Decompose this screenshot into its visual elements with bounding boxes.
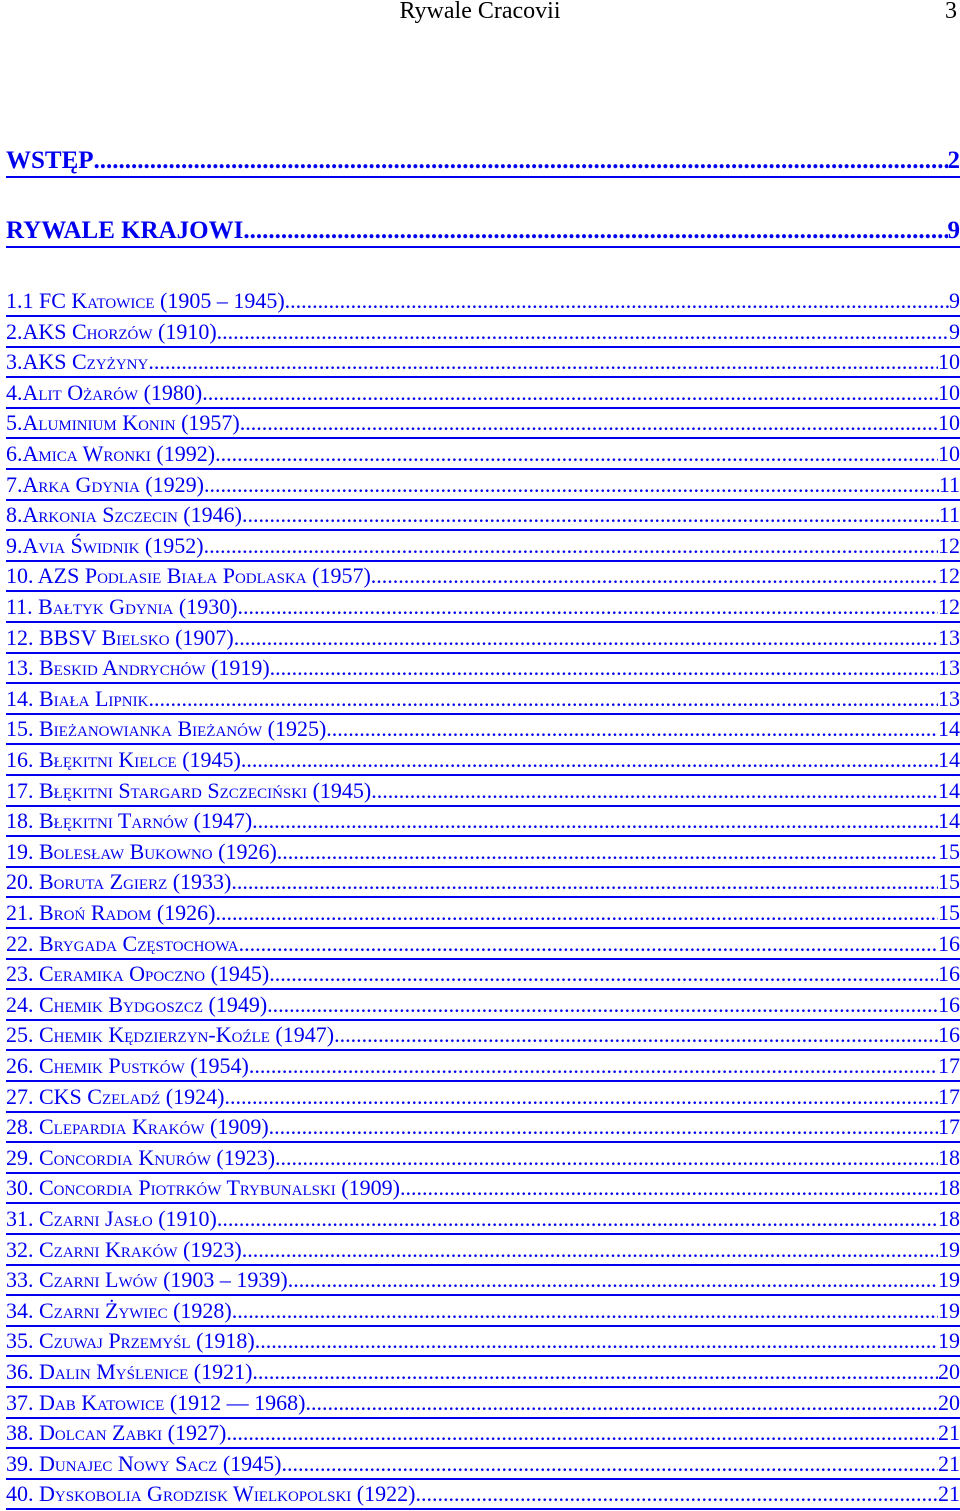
toc-entry-link[interactable] bbox=[6, 532, 960, 562]
toc-entry-title: 36. Dalin Myślenice (1921) bbox=[6, 1359, 253, 1384]
toc-entry-title: 15. Bieżanowianka Bieżanów (1925) bbox=[6, 716, 327, 741]
toc-entry-link[interactable] bbox=[6, 318, 960, 348]
toc-entry-link[interactable] bbox=[6, 1266, 960, 1296]
toc-entry-page: 19 bbox=[938, 1298, 960, 1323]
toc-entry-title: 26. Chemik Pustków (1954) bbox=[6, 1053, 249, 1078]
toc-dot-leader bbox=[277, 838, 938, 866]
toc-entry-title: 19. Bolesław Bukowno (1926) bbox=[6, 839, 277, 864]
toc-entry-page: 9 bbox=[947, 217, 960, 244]
toc-entry-page: 10 bbox=[938, 441, 960, 466]
toc-entry-page: 21 bbox=[938, 1481, 960, 1506]
toc-entry-page: 21 bbox=[938, 1451, 960, 1476]
toc-entry-title: 5.Aluminium Konin (1957) bbox=[6, 410, 240, 435]
toc-entry-link[interactable] bbox=[6, 1174, 960, 1204]
toc-dot-leader bbox=[267, 991, 938, 1019]
toc-entry-link[interactable] bbox=[6, 501, 960, 531]
toc-entry-link[interactable] bbox=[6, 379, 960, 409]
toc-entry-title: 17. Błękitni Stargard Szczeciński (1945) bbox=[6, 778, 372, 803]
toc-dot-leader bbox=[234, 624, 938, 652]
toc-entry-link[interactable] bbox=[6, 777, 960, 807]
toc-entry-title: 7.Arka Gdynia (1929) bbox=[6, 472, 204, 497]
toc-dot-leader bbox=[400, 1174, 938, 1202]
toc-entry-title: 12. BBSV Bielsko (1907) bbox=[6, 625, 234, 650]
toc-entry-page: 13 bbox=[938, 625, 960, 650]
toc-dot-leader bbox=[305, 1389, 938, 1417]
toc-dot-leader bbox=[242, 1236, 938, 1264]
toc-entry-page: 18 bbox=[938, 1145, 960, 1170]
toc-dot-leader bbox=[326, 715, 938, 743]
toc-entry-title: 21. Broń Radom (1926) bbox=[6, 900, 216, 925]
toc-entry-page: 16 bbox=[938, 992, 960, 1017]
toc-entry-page: 11 bbox=[938, 472, 960, 497]
toc-entry-title: 4.Alit Ożarów (1980) bbox=[6, 380, 203, 405]
toc-entry-link[interactable] bbox=[6, 715, 960, 745]
toc-entry-title: 22. Brygada Częstochowa bbox=[6, 931, 239, 956]
page-number: 3 bbox=[945, 0, 957, 24]
toc-entry-link[interactable] bbox=[6, 562, 960, 592]
toc-entry-page: 9 bbox=[949, 288, 960, 313]
toc-entry-page: 19 bbox=[938, 1237, 960, 1262]
toc-entry-page: 17 bbox=[938, 1114, 960, 1139]
toc-entry-title: 9.Avia Świdnik (1952) bbox=[6, 533, 204, 558]
toc-entry-page: 9 bbox=[949, 319, 960, 344]
toc-dot-leader bbox=[334, 1021, 938, 1049]
toc-entry-page: 17 bbox=[938, 1053, 960, 1078]
toc-entry-title: 33. Czarni Lwów (1903 – 1939) bbox=[6, 1267, 288, 1292]
toc-entry-page: 15 bbox=[938, 839, 960, 864]
toc-entry-title: 13. Beskid Andrychów (1919) bbox=[6, 655, 270, 680]
toc-entry-title: 10. AZS Podlasie Biała Podlaska (1957) bbox=[6, 563, 371, 588]
toc-entry-link[interactable] bbox=[6, 1358, 960, 1388]
toc-dot-leader bbox=[148, 685, 938, 713]
toc-entry-link[interactable] bbox=[6, 593, 960, 623]
toc-chapter-link[interactable] bbox=[6, 216, 960, 248]
toc-entry-page: 18 bbox=[938, 1206, 960, 1231]
toc-entry-page: 12 bbox=[938, 594, 960, 619]
toc-entry-title: RYWALE KRAJOWI bbox=[6, 217, 244, 244]
toc-entry-title: 39. Dunajec Nowy Sacz (1945) bbox=[6, 1451, 282, 1476]
toc-dot-leader bbox=[285, 287, 949, 315]
toc-dot-leader bbox=[415, 1480, 938, 1508]
toc-entry-title: 23. Ceramika Opoczno (1945) bbox=[6, 961, 270, 986]
toc-dot-leader bbox=[269, 1113, 938, 1141]
toc-entry-link[interactable] bbox=[6, 1144, 960, 1174]
toc-entry-page: 12 bbox=[938, 533, 960, 558]
toc-entry-title: 35. Czuwaj Przemyśl (1918) bbox=[6, 1328, 255, 1353]
toc-entry-link[interactable] bbox=[6, 868, 960, 898]
toc-entry-link[interactable] bbox=[6, 1450, 960, 1480]
toc-entry-title: 34. Czarni Żywiec (1928) bbox=[6, 1298, 232, 1323]
toc-entry-page: 10 bbox=[938, 410, 960, 435]
toc-entry-page: 16 bbox=[938, 1022, 960, 1047]
toc-entry-title: 27. CKS Czeladź (1924) bbox=[6, 1084, 225, 1109]
toc-dot-leader bbox=[241, 746, 938, 774]
toc-dot-leader bbox=[217, 318, 949, 346]
toc-dot-leader bbox=[204, 532, 938, 560]
toc-entry-title: WSTĘP bbox=[6, 147, 94, 174]
toc-entry-link[interactable] bbox=[6, 1052, 960, 1082]
toc-entry-page: 18 bbox=[938, 1175, 960, 1200]
toc-entry-link[interactable] bbox=[6, 807, 960, 837]
toc-entry-page: 17 bbox=[938, 1084, 960, 1109]
toc-entry-link[interactable] bbox=[6, 1327, 960, 1357]
toc-entry-link[interactable] bbox=[6, 685, 960, 715]
toc-dot-leader bbox=[275, 1144, 938, 1172]
toc-dot-leader bbox=[255, 1327, 938, 1355]
toc-entry-link[interactable] bbox=[6, 1480, 960, 1510]
toc-dot-leader bbox=[238, 593, 938, 621]
toc-entry-title: 20. Boruta Zgierz (1933) bbox=[6, 869, 232, 894]
toc-entry-title: 8.Arkonia Szczecin (1946) bbox=[6, 502, 242, 527]
toc-dot-leader bbox=[252, 1358, 938, 1386]
toc-entry-link[interactable] bbox=[6, 1021, 960, 1051]
toc-entry-title: 37. Dab Katowice (1912 — 1968) bbox=[6, 1390, 306, 1415]
toc-dot-leader bbox=[215, 440, 938, 468]
toc-entry-title: 18. Błękitni Tarnów (1947) bbox=[6, 808, 253, 833]
toc-entry-title: 24. Chemik Bydgoszcz (1949) bbox=[6, 992, 268, 1017]
toc-dot-leader bbox=[269, 960, 938, 988]
toc-entry-title: 40. Dyskobolia Grodzisk Wielkopolski (1922) bbox=[6, 1481, 416, 1506]
running-header bbox=[0, 0, 960, 26]
toc-dot-leader bbox=[216, 899, 938, 927]
toc-dot-leader bbox=[252, 807, 938, 835]
toc-entry-title: 32. Czarni Kraków (1923) bbox=[6, 1237, 242, 1262]
toc-dot-leader bbox=[202, 379, 938, 407]
toc-entry-page: 14 bbox=[938, 747, 960, 772]
toc-entry-page: 10 bbox=[938, 349, 960, 374]
toc-entry-page: 11 bbox=[938, 502, 960, 527]
toc-entry-title: 16. Błękitni Kielce (1945) bbox=[6, 747, 241, 772]
document-title: Rywale Cracovii bbox=[399, 0, 561, 24]
toc-entry-title: 28. Clepardia Kraków (1909) bbox=[6, 1114, 269, 1139]
toc-entry-link[interactable] bbox=[6, 899, 960, 929]
toc-entry-link[interactable] bbox=[6, 287, 960, 317]
toc-dot-leader bbox=[232, 1297, 938, 1325]
toc-dot-leader bbox=[148, 348, 938, 376]
toc-dot-leader bbox=[371, 777, 938, 805]
toc-dot-leader bbox=[226, 1419, 938, 1447]
toc-entry-page: 12 bbox=[938, 563, 960, 588]
toc-entry-link[interactable] bbox=[6, 1113, 960, 1143]
toc-entry-title: 3.AKS Czyżyny bbox=[6, 349, 149, 374]
toc-dot-leader bbox=[288, 1266, 938, 1294]
toc-entry-link[interactable] bbox=[6, 746, 960, 776]
toc-entry-page: 13 bbox=[938, 655, 960, 680]
toc-dot-leader bbox=[240, 409, 938, 437]
toc-entry-page: 15 bbox=[938, 869, 960, 894]
toc-entry-link[interactable] bbox=[6, 409, 960, 439]
toc-dot-leader bbox=[94, 146, 948, 176]
toc-entry-page: 14 bbox=[938, 808, 960, 833]
toc-entry-title: 1.1 FC Katowice (1905 – 1945) bbox=[6, 288, 285, 313]
toc-dot-leader bbox=[282, 1450, 939, 1478]
toc-entry-page: 19 bbox=[938, 1267, 960, 1292]
toc-entry-page: 14 bbox=[938, 716, 960, 741]
toc-entry-link[interactable] bbox=[6, 1297, 960, 1327]
toc-entry-title: 31. Czarni Jasło (1910) bbox=[6, 1206, 217, 1231]
toc-entry-link[interactable] bbox=[6, 960, 960, 990]
toc-dot-leader bbox=[249, 1052, 938, 1080]
toc-entry-link[interactable] bbox=[6, 991, 960, 1021]
toc-entry-title: 25. Chemik Kędzierzyn-Koźle (1947) bbox=[6, 1022, 335, 1047]
toc-dot-leader bbox=[242, 501, 939, 529]
toc-entry-page: 10 bbox=[938, 380, 960, 405]
toc-entry-link[interactable] bbox=[6, 1389, 960, 1419]
toc-entry-page: 2 bbox=[947, 147, 960, 174]
toc-entry-page: 20 bbox=[938, 1359, 960, 1384]
toc-dot-leader bbox=[239, 930, 938, 958]
toc-entry-link[interactable] bbox=[6, 838, 960, 868]
toc-entry-title: 2.AKS Chorzów (1910) bbox=[6, 319, 217, 344]
toc-entry-page: 21 bbox=[938, 1420, 960, 1445]
toc-dot-leader bbox=[217, 1205, 938, 1233]
toc-entry-page: 16 bbox=[938, 961, 960, 986]
toc-entry-page: 19 bbox=[938, 1328, 960, 1353]
toc-dot-leader bbox=[231, 868, 938, 896]
toc-entry-link[interactable] bbox=[6, 1419, 960, 1449]
toc-entry-link[interactable] bbox=[6, 624, 960, 654]
toc-dot-leader bbox=[371, 562, 938, 590]
toc-dot-leader bbox=[270, 654, 938, 682]
toc-entry-link[interactable] bbox=[6, 1083, 960, 1113]
toc-entry-title: 6.Amica Wronki (1992) bbox=[6, 441, 216, 466]
toc-entry-link[interactable] bbox=[6, 1205, 960, 1235]
toc-entry-link[interactable] bbox=[6, 930, 960, 960]
toc-entry-title: 38. Dolcan Zabki (1927) bbox=[6, 1420, 227, 1445]
toc-entry-title: 29. Concordia Knurów (1923) bbox=[6, 1145, 276, 1170]
toc-entry-title: 30. Concordia Piotrków Trybunalski (1909) bbox=[6, 1175, 400, 1200]
toc-entry-title: 14. Biała Lipnik bbox=[6, 686, 149, 711]
toc-entry-page: 16 bbox=[938, 931, 960, 956]
toc-entry-link[interactable] bbox=[6, 440, 960, 470]
toc-entry-link[interactable] bbox=[6, 654, 960, 684]
toc-dot-leader bbox=[204, 471, 939, 499]
toc-entry-title: 11. Bałtyk Gdynia (1930) bbox=[6, 594, 238, 619]
toc-chapter-link[interactable] bbox=[6, 146, 960, 178]
toc-entry-page: 14 bbox=[938, 778, 960, 803]
toc-entry-page: 20 bbox=[938, 1390, 960, 1415]
toc-entry-page: 13 bbox=[938, 686, 960, 711]
toc-entry-link[interactable] bbox=[6, 348, 960, 378]
toc-dot-leader bbox=[224, 1083, 938, 1111]
toc-entry-link[interactable] bbox=[6, 1236, 960, 1266]
toc-dot-leader bbox=[243, 216, 947, 246]
toc-entry-link[interactable] bbox=[6, 471, 960, 501]
toc-entry-page: 15 bbox=[938, 900, 960, 925]
